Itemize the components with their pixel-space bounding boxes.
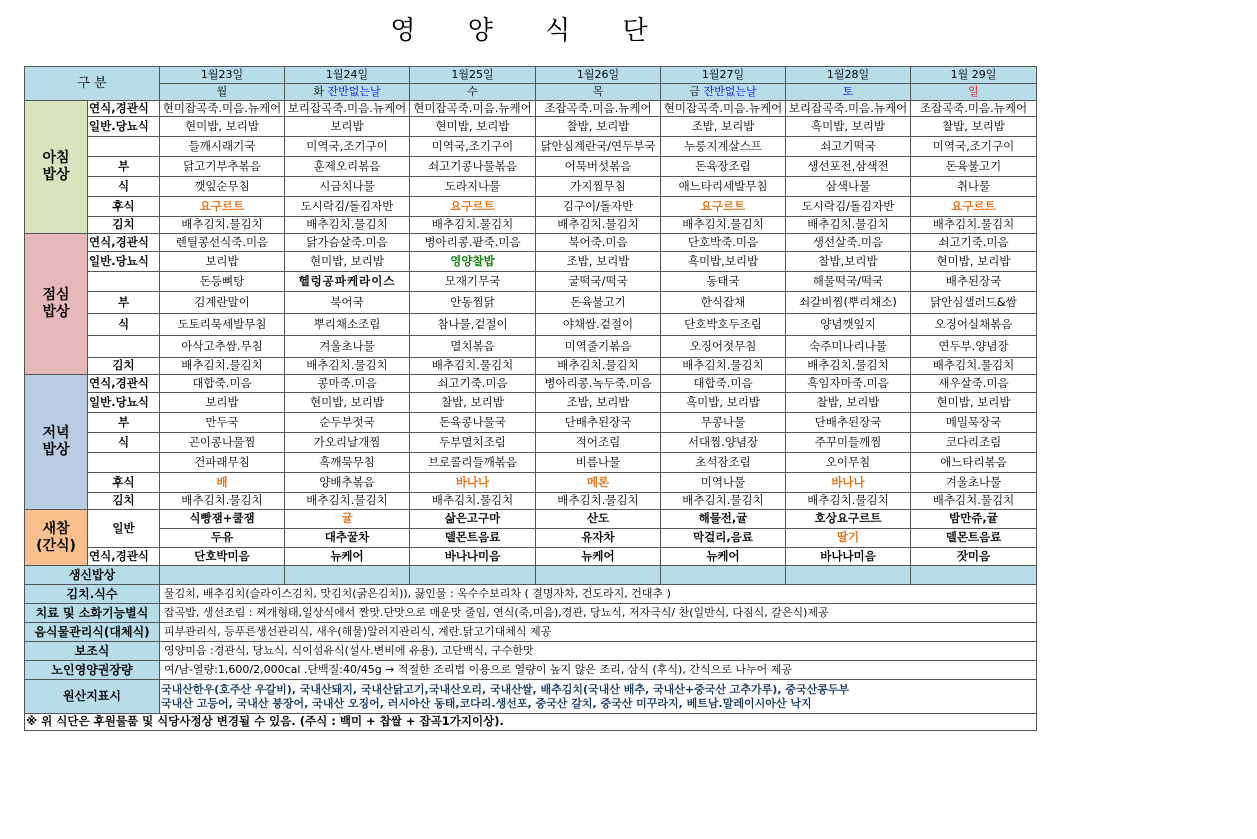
- snack-cell: 델몬트음료: [410, 529, 536, 548]
- breakfast-menu-cell: 미역국,조기구이: [911, 137, 1037, 157]
- breakfast-menu-cell: 배추김치.물김치: [160, 217, 285, 234]
- page-title: 영 양 식 단: [390, 16, 670, 46]
- birthday-cell: [410, 566, 536, 585]
- dinner-menu-cell: 콩마죽.미음: [285, 375, 410, 393]
- origin-line: 국내산한우(호주산 우갈비), 국내산돼지, 국내산닭고기,국내산오리, 국내산쌀, 배추김치(국내산 배추, 국내산+중국산 고추가루), 중국산콩두부: [161, 683, 850, 697]
- dinner-menu-cell: 오이무침: [786, 453, 911, 473]
- dinner-row-label: [88, 453, 160, 473]
- dinner-menu-cell: 겨울초나물: [911, 473, 1037, 493]
- breakfast-menu-cell: 요구르트: [911, 197, 1037, 217]
- dinner-menu-cell: 보리밥: [160, 393, 285, 413]
- footer-label: 노인영양권장량: [25, 661, 160, 680]
- header-day: [160, 84, 285, 101]
- dinner-menu-cell: 배추김치.물김치: [285, 493, 410, 510]
- lunch-menu-cell: 현미밥, 보리밥: [911, 252, 1037, 272]
- header-date: 1월 29일: [911, 67, 1037, 84]
- snack-cell: 산도: [536, 510, 661, 529]
- lunch-row-label: 식: [88, 314, 160, 336]
- lunch-meal-label: 점심 밥상: [25, 234, 88, 375]
- dinner-menu-cell: 현미밥, 보리밥: [285, 393, 410, 413]
- breakfast-menu-cell: 현미잡곡죽.미음.뉴케어: [160, 101, 285, 117]
- breakfast-menu-cell: 닭안심계란국/연두부국: [536, 137, 661, 157]
- breakfast-menu-cell: 조밥, 보리밥: [661, 117, 786, 137]
- dinner-menu-cell: 새우살죽.미음: [911, 375, 1037, 393]
- dinner-menu-cell: 대합죽.미음: [661, 375, 786, 393]
- dinner-meal-label: 저녁 밥상: [25, 375, 88, 510]
- dinner-menu-cell: 흑깨묵무침: [285, 453, 410, 473]
- lunch-menu-cell: 배추김치.물김치: [285, 358, 410, 375]
- snack-soft-cell: 뉴케어: [285, 548, 410, 566]
- snack-general-label: 일반: [88, 510, 160, 548]
- dinner-menu-cell: 바나나: [786, 473, 911, 493]
- lunch-menu-cell: 헬렁공파케라이스: [285, 272, 410, 292]
- snack-cell: 막걸리,음료: [661, 529, 786, 548]
- breakfast-menu-cell: 찰밥, 보리밥: [536, 117, 661, 137]
- breakfast-row-label: 후식: [88, 197, 160, 217]
- breakfast-menu-cell: 애느타리세발무침: [661, 177, 786, 197]
- breakfast-menu-cell: 보리잡곡죽.미음.뉴케어: [285, 101, 410, 117]
- dinner-menu-cell: 조밥, 보리밥: [536, 393, 661, 413]
- breakfast-menu-cell: 취나물: [911, 177, 1037, 197]
- header-date: 1월26일: [536, 67, 661, 84]
- footer-label: 김치.식수: [25, 585, 160, 604]
- header-date: 1월28일: [786, 67, 911, 84]
- snack-soft-cell: 단호박미음: [160, 548, 285, 566]
- breakfast-menu-cell: 보리잡곡죽.미음.뉴케어: [786, 101, 911, 117]
- lunch-menu-cell: 배추김치.물김치: [661, 358, 786, 375]
- lunch-row-label: 부: [88, 292, 160, 314]
- day-name: 목: [592, 85, 604, 99]
- dinner-menu-cell: 흑임자마죽.미음: [786, 375, 911, 393]
- snack-cell: 유자차: [536, 529, 661, 548]
- lunch-menu-cell: 해물떡국/떡국: [786, 272, 911, 292]
- header-day: [911, 84, 1037, 101]
- footer-text: 물김치, 배추김치(슬라이스김치, 맛김치(굵은김치)), 끓인물 : 옥수수보리차 ( 결명자차, 건도라지, 건대추 ): [160, 585, 1037, 604]
- breakfast-menu-cell: 요구르트: [410, 197, 536, 217]
- breakfast-menu-cell: 요구르트: [661, 197, 786, 217]
- dinner-menu-cell: 단배추된장국: [536, 413, 661, 433]
- lunch-menu-cell: 모재기무국: [410, 272, 536, 292]
- lunch-menu-cell: 배추김치.물김치: [786, 358, 911, 375]
- snack-cell: 딸기: [786, 529, 911, 548]
- dinner-menu-cell: 서대찜.양념장: [661, 433, 786, 453]
- breakfast-menu-cell: 배추김치.물김치: [911, 217, 1037, 234]
- lunch-menu-cell: 배추김치.물김치: [410, 358, 536, 375]
- lunch-menu-cell: 찰밥,보리밥: [786, 252, 911, 272]
- header-day: [661, 84, 786, 101]
- lunch-menu-cell: 숙주미나리나물: [786, 336, 911, 358]
- breakfast-menu-cell: 돈육장조림: [661, 157, 786, 177]
- dinner-menu-cell: 메밀묵장국: [911, 413, 1037, 433]
- lunch-menu-cell: 멸치볶음: [410, 336, 536, 358]
- lunch-menu-cell: 현미밥, 보리밥: [285, 252, 410, 272]
- lunch-menu-cell: 연두부.양념장: [911, 336, 1037, 358]
- header-date: 1월24일: [285, 67, 410, 84]
- birthday-cell: [911, 566, 1037, 585]
- lunch-menu-cell: 야채쌈.겉절이: [536, 314, 661, 336]
- breakfast-menu-cell: 요구르트: [160, 197, 285, 217]
- breakfast-menu-cell: 현미밥, 보리밥: [160, 117, 285, 137]
- birthday-cell: [786, 566, 911, 585]
- lunch-menu-cell: 렌틸콩선식죽.미음: [160, 234, 285, 252]
- lunch-menu-cell: 보리밥: [160, 252, 285, 272]
- lunch-menu-cell: 닭안심샐러드&쌈: [911, 292, 1037, 314]
- lunch-menu-cell: 병아리콩.팥죽.미음: [410, 234, 536, 252]
- lunch-row-label: 연식,경관식: [88, 234, 160, 252]
- breakfast-menu-cell: 배추김치.물김치: [536, 217, 661, 234]
- lunch-menu-cell: 오징어실채볶음: [911, 314, 1037, 336]
- breakfast-menu-cell: 배추김치.물김치: [285, 217, 410, 234]
- dinner-menu-cell: 미역나물: [661, 473, 786, 493]
- dinner-menu-cell: 배추김치.물김치: [911, 493, 1037, 510]
- lunch-menu-cell: 배추김치.물김치: [160, 358, 285, 375]
- lunch-menu-cell: 굴떡국/떡국: [536, 272, 661, 292]
- footer-text: 잡곡밥, 생선조림 : 찌개형태,일상식에서 짠맛.단맛으로 매운맛 줄임, 연식(죽,미음),경관, 당뇨식, 저자극식/ 찬(일반식, 다짐식, 갈은식)제공: [160, 604, 1037, 623]
- lunch-menu-cell: 한식잡채: [661, 292, 786, 314]
- snack-soft-cell: 뉴케어: [661, 548, 786, 566]
- dinner-menu-cell: 배추김치.물김치: [786, 493, 911, 510]
- footer-label: 음식물관리식(대체식): [25, 623, 160, 642]
- lunch-menu-cell: 배추김치.물김치: [536, 358, 661, 375]
- dinner-menu-cell: 병아리콩.녹두죽.미음: [536, 375, 661, 393]
- lunch-menu-cell: 아삭고추쌈.무침: [160, 336, 285, 358]
- footer-label: 보조식: [25, 642, 160, 661]
- lunch-row-label: 김치: [88, 358, 160, 375]
- lunch-menu-cell: 배추된장국: [911, 272, 1037, 292]
- header-gubun: 구 분: [25, 67, 160, 101]
- dinner-menu-cell: 배: [160, 473, 285, 493]
- breakfast-menu-cell: 생선포전,삼색전: [786, 157, 911, 177]
- dinner-menu-cell: 바나나: [410, 473, 536, 493]
- breakfast-menu-cell: 누룽지계살스프: [661, 137, 786, 157]
- dinner-menu-cell: 애느타리볶음: [911, 453, 1037, 473]
- breakfast-menu-cell: 도시락김/돌김자반: [786, 197, 911, 217]
- origin-line: 국내산 고등어, 국내산 붕장어, 국내산 오징어, 러시아산 동태,코다리.생선포, 중국산 갈치, 중국산 미꾸라지, 베트남.말레이시아산 낙지: [161, 696, 812, 710]
- lunch-row-label: 일반.당뇨식: [88, 252, 160, 272]
- lunch-row-label: [88, 336, 160, 358]
- lunch-menu-cell: 북어죽.미음: [536, 234, 661, 252]
- breakfast-row-label: 식: [88, 177, 160, 197]
- lunch-menu-cell: 단호박죽.미음: [661, 234, 786, 252]
- header-date: 1월23일: [160, 67, 285, 84]
- snack-cell: 밤만쥬,귤: [911, 510, 1037, 529]
- dinner-row-label: 부: [88, 413, 160, 433]
- dinner-menu-cell: 단배추된장국: [786, 413, 911, 433]
- lunch-menu-cell: 양념깻잎지: [786, 314, 911, 336]
- origin-text: [160, 680, 1037, 714]
- breakfast-menu-cell: 조잡곡죽.미음.뉴케어: [911, 101, 1037, 117]
- breakfast-menu-cell: 찰밥, 보리밥: [911, 117, 1037, 137]
- lunch-menu-cell: 돈육불고기: [536, 292, 661, 314]
- dinner-menu-cell: 찰밥, 보리밥: [410, 393, 536, 413]
- breakfast-menu-cell: 미역국,조기구이: [285, 137, 410, 157]
- dinner-menu-cell: 쇠고기죽.미음: [410, 375, 536, 393]
- dinner-menu-cell: 찰밥, 보리밥: [786, 393, 911, 413]
- dinner-row-label: 후식: [88, 473, 160, 493]
- dinner-menu-cell: 흑미밥, 보리밥: [661, 393, 786, 413]
- dinner-menu-cell: 곤이콩나물찜: [160, 433, 285, 453]
- lunch-menu-cell: 닭가슴살죽.미음: [285, 234, 410, 252]
- dinner-row-label: 식: [88, 433, 160, 453]
- breakfast-menu-cell: 김구이/돌자반: [536, 197, 661, 217]
- snack-soft-cell: 뉴케어: [536, 548, 661, 566]
- snack-cell: 식빵잼+쿨잼: [160, 510, 285, 529]
- breakfast-menu-cell: 도시락김/돌김자반: [285, 197, 410, 217]
- day-name: 월: [216, 85, 228, 99]
- lunch-menu-cell: 동태국: [661, 272, 786, 292]
- dinner-menu-cell: 현미밥, 보리밥: [911, 393, 1037, 413]
- dinner-menu-cell: 배추김치.물김치: [160, 493, 285, 510]
- breakfast-menu-cell: 훈제오리볶음: [285, 157, 410, 177]
- lunch-menu-cell: 생선살죽.미음: [786, 234, 911, 252]
- breakfast-menu-cell: 도라지나물: [410, 177, 536, 197]
- breakfast-row-label: 김치: [88, 217, 160, 234]
- snack-cell: 귤: [285, 510, 410, 529]
- dinner-menu-cell: 메론: [536, 473, 661, 493]
- snack-cell: 대추꿀차: [285, 529, 410, 548]
- breakfast-menu-cell: 흑미밥, 보리밥: [786, 117, 911, 137]
- header-day: [536, 84, 661, 101]
- breakfast-menu-cell: 배추김치.물김치: [661, 217, 786, 234]
- breakfast-menu-cell: 쇠고기떡국: [786, 137, 911, 157]
- lunch-menu-cell: 단호박호두조림: [661, 314, 786, 336]
- dinner-menu-cell: 두부멸치조림: [410, 433, 536, 453]
- footer-text: 여/남-열량:1,600/2,000cal .단백질:40/45g → 적절한 조리법 이용으로 열량이 높지 않은 조리, 삼식 (후식), 간식으로 나누어 제공: [160, 661, 1037, 680]
- day-name: 수: [467, 85, 478, 99]
- birthday-cell: [661, 566, 786, 585]
- snack-label: 새참 (간식): [25, 510, 88, 566]
- lunch-menu-cell: 안동찜닭: [410, 292, 536, 314]
- breakfast-menu-cell: 삼색나물: [786, 177, 911, 197]
- day-name: 화: [313, 85, 324, 99]
- breakfast-menu-cell: 보리밥: [285, 117, 410, 137]
- dinner-menu-cell: 배추김치.물김치: [410, 493, 536, 510]
- dinner-menu-cell: 대합죽.미음: [160, 375, 285, 393]
- birthday-cell: [285, 566, 410, 585]
- lunch-menu-cell: 참나물,겉절이: [410, 314, 536, 336]
- snack-soft-cell: 바나나미음: [786, 548, 911, 566]
- lunch-menu-cell: 쇠고기죽.미음: [911, 234, 1037, 252]
- day-name: 토: [842, 85, 854, 99]
- dinner-menu-cell: 코다리조림: [911, 433, 1037, 453]
- breakfast-menu-cell: 닭고기부추볶음: [160, 157, 285, 177]
- snack-soft-cell: 바나나미음: [410, 548, 536, 566]
- snack-soft-label: 연식,경관식: [88, 548, 160, 566]
- origin-label: 원산지표시: [25, 680, 160, 714]
- dinner-menu-cell: 가오리날개찜: [285, 433, 410, 453]
- dinner-menu-cell: 무콩나물: [661, 413, 786, 433]
- header-date: 1월25일: [410, 67, 536, 84]
- breakfast-meal-label: 아침 밥상: [25, 101, 88, 234]
- lunch-menu-cell: 쇠갈비찜(뿌리채소): [786, 292, 911, 314]
- birthday-cell: [536, 566, 661, 585]
- dinner-menu-cell: 만두국: [160, 413, 285, 433]
- breakfast-menu-cell: 현미잡곡죽.미음.뉴케어: [661, 101, 786, 117]
- dinner-menu-cell: 브로콜리들깨볶음: [410, 453, 536, 473]
- snack-cell: 호상요구르트: [786, 510, 911, 529]
- leftover-free-day-badge: 잔반없는날: [703, 85, 757, 99]
- header-day: [285, 84, 410, 101]
- lunch-menu-cell: 김계란말이: [160, 292, 285, 314]
- lunch-menu-cell: 영양찰밥: [410, 252, 536, 272]
- breakfast-menu-cell: 현미밥, 보리밥: [410, 117, 536, 137]
- lunch-menu-cell: 조밥, 보리밥: [536, 252, 661, 272]
- dinner-menu-cell: 양배추볶음: [285, 473, 410, 493]
- breakfast-menu-cell: 쇠고기콩나물볶음: [410, 157, 536, 177]
- snack-cell: 델몬트음료: [911, 529, 1037, 548]
- breakfast-menu-cell: 시금치나물: [285, 177, 410, 197]
- breakfast-menu-cell: 어묵버섯볶음: [536, 157, 661, 177]
- leftover-free-day-badge: 잔반없는날: [327, 85, 381, 99]
- day-name: 일: [968, 85, 979, 99]
- breakfast-menu-cell: 배추김치.물김치: [786, 217, 911, 234]
- header-day: [410, 84, 536, 101]
- lunch-menu-cell: 배추김치.물김치: [911, 358, 1037, 375]
- lunch-menu-cell: 북어국: [285, 292, 410, 314]
- lunch-row-label: [88, 272, 160, 292]
- lunch-menu-cell: 뿌리채소조림: [285, 314, 410, 336]
- snack-cell: 해물전,귤: [661, 510, 786, 529]
- footer-label: 치료 및 소화기능별식: [25, 604, 160, 623]
- dinner-row-label: 김치: [88, 493, 160, 510]
- lunch-menu-cell: 도토리묵세발무침: [160, 314, 285, 336]
- lunch-menu-cell: 돈등뼈탕: [160, 272, 285, 292]
- breakfast-menu-cell: 조잡곡죽.미음.뉴케어: [536, 101, 661, 117]
- dinner-menu-cell: 배추김치.물김치: [536, 493, 661, 510]
- breakfast-row-label: 일반.당뇨식: [88, 117, 160, 137]
- dinner-row-label: 일반.당뇨식: [88, 393, 160, 413]
- breakfast-menu-cell: 깻잎순무침: [160, 177, 285, 197]
- dinner-menu-cell: 건파래무침: [160, 453, 285, 473]
- lunch-menu-cell: 흑미밥,보리밥: [661, 252, 786, 272]
- footer-text: 영양미음 :경관식, 당뇨식, 식이섬유식(설사.변비에 유용), 고단백식, 구수한맛: [160, 642, 1037, 661]
- header-date: 1월27일: [661, 67, 786, 84]
- snack-soft-cell: 잣미음: [911, 548, 1037, 566]
- dinner-menu-cell: 배추김치.물김치: [661, 493, 786, 510]
- breakfast-menu-cell: 들깨시래기국: [160, 137, 285, 157]
- lunch-menu-cell: 미역줄기볶음: [536, 336, 661, 358]
- dinner-menu-cell: 적어조림: [536, 433, 661, 453]
- breakfast-row-label: 연식,경관식: [88, 101, 160, 117]
- snack-cell: 두유: [160, 529, 285, 548]
- meal-plan-table: [24, 66, 1037, 731]
- dinner-menu-cell: 초석잠조림: [661, 453, 786, 473]
- dinner-row-label: 연식,경관식: [88, 375, 160, 393]
- dinner-menu-cell: 순두부젓국: [285, 413, 410, 433]
- day-name: 금: [689, 85, 700, 99]
- breakfast-menu-cell: 현미잡곡죽.미음.뉴케어: [410, 101, 536, 117]
- lunch-menu-cell: 오징어젓무침: [661, 336, 786, 358]
- dinner-menu-cell: 주꾸미들깨찜: [786, 433, 911, 453]
- snack-cell: 삶은고구마: [410, 510, 536, 529]
- breakfast-row-label: 부: [88, 157, 160, 177]
- breakfast-menu-cell: 가지찜무침: [536, 177, 661, 197]
- breakfast-menu-cell: 미역국,조기구이: [410, 137, 536, 157]
- lunch-menu-cell: 겨울초나물: [285, 336, 410, 358]
- dinner-menu-cell: 돈육콩나물국: [410, 413, 536, 433]
- footer-text: 피부관리식, 등푸른생선관리식, 새우(해물)알러지관리식, 계란.닭고기대체식 제공: [160, 623, 1037, 642]
- breakfast-row-label: [88, 137, 160, 157]
- footer-label: 생신밥상: [25, 566, 160, 585]
- breakfast-menu-cell: 돈육불고기: [911, 157, 1037, 177]
- header-day: [786, 84, 911, 101]
- birthday-cell: [160, 566, 285, 585]
- footnote: ※ 위 식단은 후원물품 및 식당사정상 변경될 수 있음. (주식 : 백미 + 찹쌀 + 잡곡1가지이상).: [25, 714, 1037, 731]
- breakfast-menu-cell: 배추김치.물김치: [410, 217, 536, 234]
- dinner-menu-cell: 비름나물: [536, 453, 661, 473]
